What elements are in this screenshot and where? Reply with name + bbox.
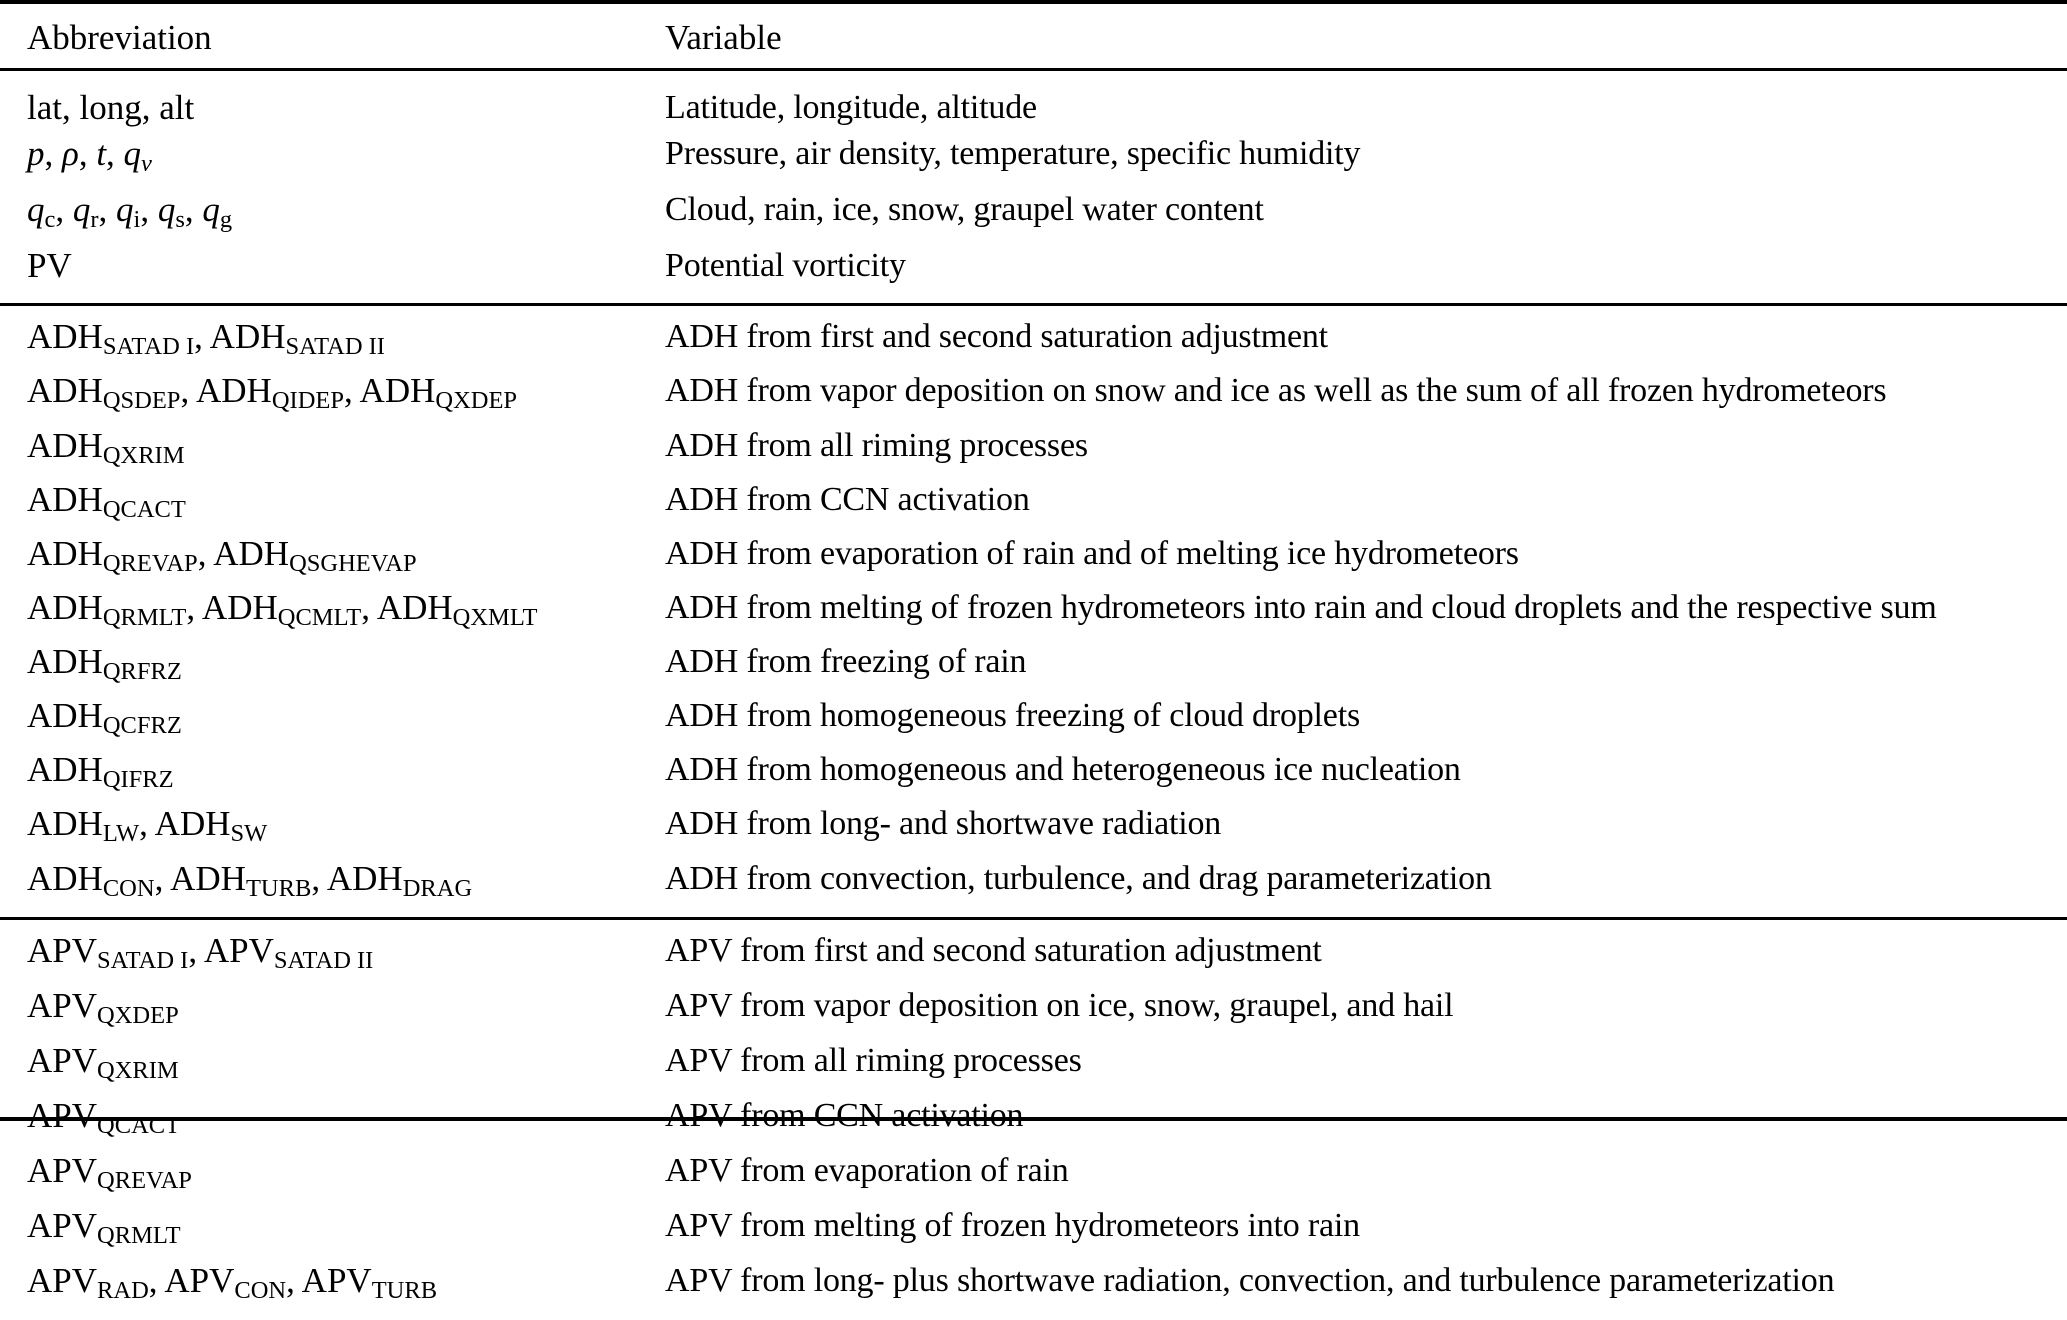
abbreviation-cell: lat, long, alt: [27, 88, 195, 127]
abbreviation-cell: $ADH_{QCFRZ}$: [27, 696, 182, 740]
variable-cell: ADH from long- and shortwave radiation: [665, 805, 1222, 843]
abbreviation-cell: p, ρ, t, $q_v$: [27, 134, 152, 178]
abbreviation-cell: $ADH_{CON}$, $ADH_{TURB}$, $ADH_{DRAG}$: [27, 858, 473, 902]
variable-cell: Latitude, longitude, altitude: [665, 89, 1037, 126]
table-row: [27, 928, 2067, 983]
variable-cell: APV from evaporation of rain: [665, 1152, 1069, 1190]
variable-cell: Pressure, air density, temperature, specific humidity: [665, 135, 1361, 172]
table-row: [27, 694, 2067, 748]
table-section: [0, 306, 2067, 919]
table-row: [27, 131, 2067, 187]
table-row: [27, 857, 2067, 911]
table-row: [27, 1093, 2067, 1148]
variable-cell: ADH from CCN activation: [665, 480, 1030, 518]
variable-cell: ADH from all riming processes: [665, 426, 1088, 464]
table-section: [0, 920, 2067, 1320]
table-row: [27, 640, 2067, 694]
table-row: [27, 424, 2067, 478]
table-row: [27, 478, 2067, 532]
table-row: [27, 187, 2067, 243]
variable-cell: APV from first and second saturation adjustment: [665, 931, 1322, 969]
abbreviation-cell: $APV_{QCACT}$: [27, 1096, 181, 1140]
variable-cell: ADH from homogeneous freezing of cloud droplets: [665, 697, 1360, 735]
abbreviation-cell: $ADH_{QRFRZ}$: [27, 642, 182, 686]
variable-cell: ADH from melting of frozen hydrometeors into rain and cloud droplets and the respective sum: [665, 588, 1937, 626]
abbreviation-cell: $APV_{RAD}$, $APV_{CON}$, $APV_{TURB}$: [27, 1261, 438, 1305]
variable-cell: ADH from first and second saturation adjustment: [665, 318, 1328, 356]
abbreviation-cell: $ADH_{QSDEP}$, $ADH_{QIDEP}$, $ADH_{QXDEP}$: [27, 371, 518, 415]
abbreviation-cell: $APV_{SATAD I}$, $APV_{SATAD II}$: [27, 930, 374, 974]
variable-cell: ADH from freezing of rain: [665, 643, 1027, 680]
table-section: [0, 71, 2067, 306]
table-row: [27, 748, 2067, 802]
abbreviation-cell: $ADH_{QIFRZ}$: [27, 750, 174, 794]
abbreviation-cell: $ADH_{SATAD I}$, $ADH_{SATAD II}$: [27, 317, 385, 361]
table-row: [27, 369, 2067, 423]
variable-cell: Cloud, rain, ice, snow, graupel water content: [665, 191, 1264, 229]
variable-cell: APV from long- plus shortwave radiation, convection, and turbulence parameterization: [665, 1262, 1835, 1300]
column-header-abbreviation: Abbreviation: [27, 18, 212, 57]
variable-cell: APV from melting of frozen hydrometeors into rain: [665, 1207, 1360, 1245]
abbreviation-cell: $APV_{QREVAP}$: [27, 1151, 192, 1195]
column-header-variable: Variable: [665, 18, 782, 57]
abbreviation-cell: $ADH_{QRMLT}$, $ADH_{QCMLT}$, $ADH_{QXMLT}$: [27, 587, 538, 631]
abbreviation-cell: $APV_{QXRIM}$: [27, 1040, 179, 1084]
table-header-row: [0, 4, 2067, 71]
table-row: [27, 1258, 2067, 1313]
table-row: [27, 1203, 2067, 1258]
table-row: [27, 586, 2067, 640]
table-row: [27, 243, 2067, 289]
abbreviation-cell: $ADH_{QREVAP}$, $ADH_{QSGHEVAP}$: [27, 533, 417, 577]
abbreviation-cell: $q_c$, $q_r$, $q_i$, $q_s$, $q_g$: [27, 190, 233, 234]
variable-cell: APV from all riming processes: [665, 1041, 1082, 1079]
variable-cell: ADH from evaporation of rain and of melting ice hydrometeors: [665, 534, 1519, 572]
table-body: [0, 71, 2067, 1320]
table-row: [27, 315, 2067, 369]
table-row: [27, 1148, 2067, 1203]
variable-cell: ADH from vapor deposition on snow and ice as well as the sum of all frozen hydrometeors: [665, 372, 1887, 410]
table-row: [27, 1038, 2067, 1093]
table-row: [27, 983, 2067, 1038]
abbreviation-cell: $ADH_{QCACT}$: [27, 479, 186, 523]
table-row: [27, 85, 2067, 131]
abbreviation-cell: PV: [27, 246, 72, 286]
abbreviation-cell: $APV_{QRMLT}$: [27, 1206, 181, 1250]
abbreviation-cell: $APV_{QXDEP}$: [27, 985, 179, 1029]
variable-cell: APV from vapor deposition on ice, snow, graupel, and hail: [665, 986, 1454, 1024]
variable-cell: APV from CCN activation: [665, 1097, 1024, 1134]
variable-cell: Potential vorticity: [665, 247, 906, 285]
abbreviation-cell: $ADH_{QXRIM}$: [27, 425, 185, 469]
variable-cell: ADH from homogeneous and heterogeneous ice nucleation: [665, 751, 1461, 789]
table-row: [27, 532, 2067, 586]
abbreviation-cell: $ADH_{LW}$, $ADH_{SW}$: [27, 804, 268, 848]
variable-cell: ADH from convection, turbulence, and drag parameterization: [665, 859, 1492, 897]
table-row: [27, 802, 2067, 856]
